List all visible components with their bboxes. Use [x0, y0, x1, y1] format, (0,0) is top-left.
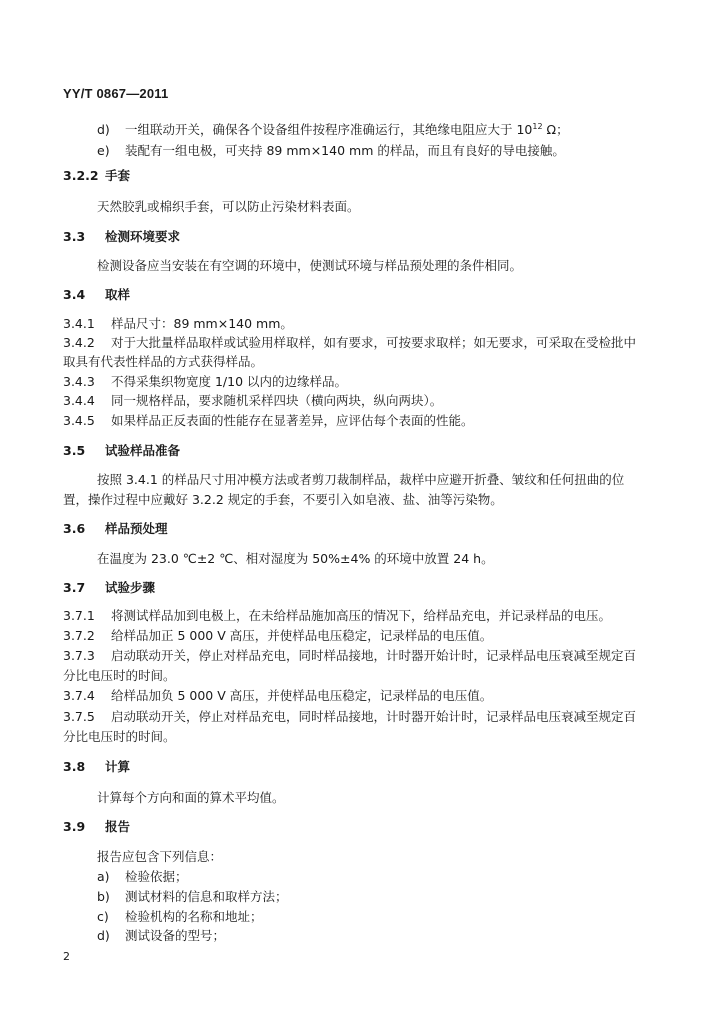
clause-3-4-5 [63, 411, 644, 431]
section-heading-3-2-2 [63, 166, 644, 186]
paragraph: 天然胶乳或棉织手套，可以防止污染材料表面。 [97, 199, 360, 214]
section-title: 检测环境要求 [105, 229, 181, 244]
clause-text: 启动联动开关，停止对样品充电，同时样品接地，计时器开始计时，记录样品电压衰减至规定百 [111, 648, 637, 663]
clause-3-7-2 [63, 626, 644, 646]
clause-text: 启动联动开关，停止对样品充电，同时样品接地，计时器开始计时，记录样品电压衰减至规定百 [111, 709, 637, 724]
list-marker: a) [97, 869, 110, 884]
clause-3-4-3 [63, 372, 644, 392]
list-marker: d) [97, 122, 110, 138]
section-title: 试验样品准备 [105, 443, 181, 458]
clause-continuation: 分比电压时的时间。 [63, 668, 176, 683]
page-number: 2 [63, 950, 70, 963]
clause-continuation: 取具有代表性样品的方式获得样品。 [63, 354, 264, 369]
section-number: 3.6 [63, 521, 86, 536]
list-marker: e) [97, 143, 110, 158]
clause-3-4-1 [63, 314, 644, 334]
clause-number: 3.4.2 [63, 335, 95, 350]
clause-number: 3.4.1 [63, 316, 95, 331]
section-heading-3-4 [63, 285, 644, 305]
list-text-tail: Ω； [542, 122, 569, 138]
section-title: 报告 [105, 819, 131, 834]
clause-number: 3.7.2 [63, 628, 95, 643]
list-text: 检验机构的名称和地址； [125, 909, 263, 924]
section-title: 样品预处理 [105, 521, 168, 536]
section-number: 3.9 [63, 819, 86, 834]
exponent: 12 [532, 122, 543, 131]
section-heading-3-3 [63, 227, 644, 247]
section-title: 取样 [105, 287, 131, 302]
report-item-d [63, 926, 644, 946]
paragraph: 计算每个方向和面的算术平均值。 [97, 790, 285, 805]
report-item-a [63, 867, 644, 887]
section-number: 3.8 [63, 759, 86, 774]
clause-text: 同一规格样品，要求随机采样四块（横向两块，纵向两块）。 [111, 393, 443, 408]
section-number: 3.5 [63, 443, 86, 458]
clause-number: 3.4.4 [63, 393, 95, 408]
paragraph: 报告应包含下列信息： [97, 849, 223, 864]
clause-number: 3.7.4 [63, 688, 95, 703]
section-title: 手套 [105, 168, 131, 183]
clause-number: 3.4.5 [63, 413, 95, 428]
clause-text: 样品尺寸：89 mm×140 mm。 [111, 316, 293, 331]
list-item-e [63, 141, 644, 161]
list-text: 测试材料的信息和取样方法； [125, 889, 288, 904]
clause-3-7-5 [63, 707, 644, 727]
section-number: 3.4 [63, 287, 86, 302]
standard-code-header: YY/T 0867—2011 [63, 86, 169, 101]
clause-text: 如果样品正反表面的性能存在显著差异，应评估每个表面的性能。 [111, 413, 474, 428]
section-heading-3-6 [63, 519, 644, 539]
list-text: 测试设备的型号； [125, 928, 226, 943]
list-text: 一组联动开关，确保各个设备组件按程序准确运行，其绝缘电阻应大于 10 [125, 122, 533, 138]
list-text: 装配有一组电极，可夹持 89 mm×140 mm 的样品，而且有良好的导电接触。 [125, 143, 565, 158]
section-heading-3-5 [63, 441, 644, 461]
section-title: 计算 [105, 759, 131, 774]
section-heading-3-7 [63, 578, 644, 598]
paragraph: 在温度为 23.0 ℃±2 ℃、相对湿度为 50%±4% 的环境中放置 24 h。 [97, 551, 494, 566]
clause-text: 不得采集织物宽度 1/10 以内的边缘样品。 [111, 374, 348, 389]
section-number: 3.3 [63, 229, 86, 244]
section-number: 3.7 [63, 580, 86, 595]
clause-text: 将测试样品加到电极上，在未给样品施加高压的情况下，给样品充电，并记录样品的电压。 [111, 608, 612, 623]
list-marker: d) [97, 928, 110, 943]
paragraph: 按照 3.4.1 的样品尺寸用冲模方法或者剪刀裁制样品，裁样中应避开折叠、皱纹和任何扭曲的位 [97, 472, 625, 487]
clause-continuation: 分比电压时的时间。 [63, 729, 176, 744]
clause-text: 给样品加负 5 000 V 高压，并使样品电压稳定，记录样品的电压值。 [111, 688, 493, 703]
list-marker: c) [97, 909, 109, 924]
clause-text: 给样品加正 5 000 V 高压，并使样品电压稳定，记录样品的电压值。 [111, 628, 493, 643]
clause-number: 3.7.5 [63, 709, 95, 724]
list-marker: b) [97, 889, 110, 904]
clause-number: 3.7.1 [63, 608, 95, 623]
list-text: 检验依据； [125, 869, 188, 884]
paragraph: 检测设备应当安装在有空调的环境中，使测试环境与样品预处理的条件相同。 [97, 258, 523, 273]
report-item-c [63, 907, 644, 927]
clause-3-4-2 [63, 333, 644, 353]
section-title: 试验步骤 [105, 580, 156, 595]
clause-text: 对于大批量样品取样或试验用样取样，如有要求，可按要求取样；如无要求，可采取在受检批中 [111, 335, 637, 350]
report-item-b [63, 887, 644, 907]
clause-3-7-4 [63, 686, 644, 706]
list-item-d [63, 117, 644, 140]
paragraph-continuation: 置，操作过程中应戴好 3.2.2 规定的手套，不要引入如皂液、盐、油等污染物。 [63, 492, 503, 507]
clause-number: 3.7.3 [63, 648, 95, 663]
clause-3-7-3 [63, 646, 644, 666]
section-heading-3-8 [63, 757, 644, 777]
section-heading-3-9 [63, 817, 644, 837]
clause-number: 3.4.3 [63, 374, 95, 389]
clause-3-4-4 [63, 391, 644, 411]
clause-3-7-1 [63, 606, 644, 626]
section-number: 3.2.2 [63, 168, 99, 183]
